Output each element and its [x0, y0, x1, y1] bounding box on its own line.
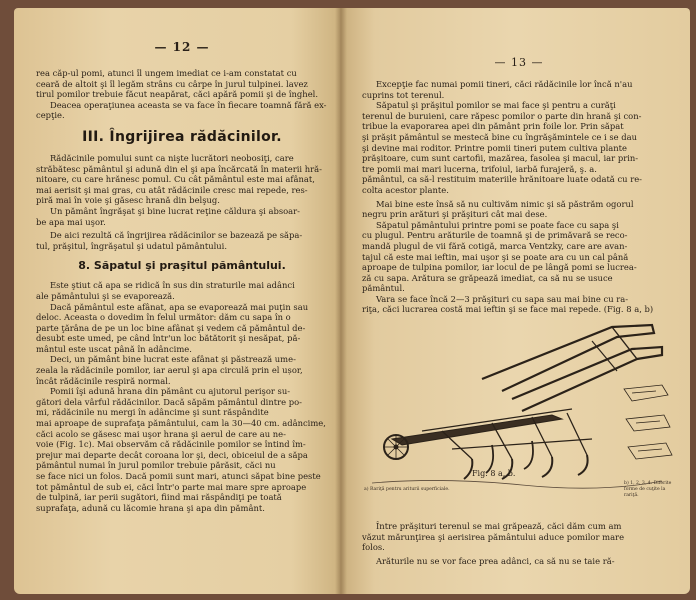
text-line: tribue la evaporarea apei din pământ prin foile lor. Prin săpat — [362, 121, 624, 132]
book-spread — [14, 8, 690, 594]
text-line: ză cu sapa. Arătura se grăpează imediat, ca să nu se usuce — [362, 272, 613, 283]
text-line: desubt este umed, pe când într'un loc bătătorit şi nesăpat, pă- — [36, 333, 301, 344]
text-line: aproape de tulpina pomilor, iar locul de pe lângă pomi se lucrea- — [362, 262, 637, 273]
text-line: se face nici un folos. Dacă pomii sunt mari, atunci săpat bine peste — [36, 471, 321, 481]
text-line: tot pământul de sub ei, căci într'o parte mai mare spre aproape — [36, 481, 307, 492]
text-line: cu plugul. Pentru arăturile de toamnă şi de primăvară se reco- — [362, 230, 628, 241]
text-line: prejur mai departe decât coroana lor şi, deci, obiceiul de a săpa — [36, 449, 308, 460]
text-line: Un pământ îngrăşat şi bine lucrat reţine căldura şi absoar- — [50, 205, 301, 216]
text-line: Mai bine este însă să nu cultivăm nimic şi să păstrăm ogorul — [376, 198, 634, 209]
page-number-left: — 12 — — [154, 40, 210, 54]
text-line: terenul de buruieni, care răpesc pomilor o parte din hrană şi con- — [362, 110, 642, 121]
text-line: Excepţie fac numai pomii tineri, căci rădăcinile lor încă n'au — [376, 79, 633, 89]
text-line: prăşitoare, cum sunt cartofii, mazărea, fasolea şi macul, iar prin- — [362, 153, 639, 164]
text-line: străbătesc pământul şi adună din el şi apa încărcată în materii hră- — [36, 163, 322, 174]
right-text-top — [362, 79, 676, 315]
figure-legend: b) 1, 2, 3, 4. Diferite forme de cuţite la rariţă. — [624, 481, 672, 499]
text-line: negru prin arături şi prăşituri cât mai dese. — [362, 209, 548, 220]
text-line: văzut mărunţirea şi aerisirea pământului aduce pomilor mare — [362, 531, 625, 542]
text-line: mântul este uscat până în adâncime. — [36, 343, 192, 354]
text-line: Săpatul pământului printre pomi se poate face cu sapa şi — [376, 219, 619, 230]
text-line: be apa mai uşor. — [36, 216, 106, 227]
text-line: şi devine mai roditor. Printre pomii tineri putem cultiva plante — [362, 142, 627, 153]
text-line: mai aproape de suprafaţa pământului, cam la 30—40 cm. adâncime, — [36, 418, 326, 429]
text-line: tre pomii mai mari lucerna, trifoiul, iarbă furajeră, ş. a. — [362, 163, 597, 174]
text-line: cuprins tot terenul. — [362, 89, 445, 100]
section-title: 8. Săpatul şi praşitul pământului. — [78, 259, 286, 273]
text-line: încât rădăcinile respiră normal. — [36, 375, 171, 386]
text-line: pământul, ca să-l restituim materiile hrănitoare luate odată cu re- — [362, 174, 642, 185]
text-line: suprafaţa, adună cu lăcomie hrana şi apa din pământ. — [36, 502, 265, 513]
text-line: mandă plugul de vii fără cotigă, marca Ventzky, care are avan- — [362, 240, 628, 251]
text-line: Vara se face încă 2—3 prăşituri cu sapa sau mai bine cu ra- — [376, 293, 629, 304]
text-line: căci acolo se găsesc mai uşor hrana şi aerul de care au ne- — [36, 428, 286, 439]
text-line: colta acestor plante. — [362, 184, 449, 195]
text-line: rea căp-ul pomi, atunci îl ungem imediat ce i-am constatat cu — [36, 68, 297, 78]
text-line: Săpatul şi prăşitul pomilor se mai face şi pentru a curăţi — [376, 100, 616, 111]
text-line: folos. — [362, 542, 385, 553]
text-line: gători dela vârful rădăcinilor. Dacă săpăm pământul dintre po- — [36, 396, 302, 407]
text-line: Deci, un pământ bine lucrat este afânat şi păstrează ume- — [50, 354, 296, 365]
text-line: cepţie. — [36, 110, 65, 121]
text-line: deloc. Aceasta o dovedim în felul următor: dăm cu sapa în o — [36, 312, 291, 323]
text-line: riţa, căci lucrarea costă mai ieftin şi se face mai repede. (Fig. 8 a, b) — [362, 304, 654, 315]
text-line: mai aerisit şi mai gras, cu atât rădăcinile cresc mai repede, res- — [36, 184, 308, 195]
text-line: Pomii îşi adună hrana din pământ cu ajutorul perişor su- — [50, 386, 291, 397]
text-line: piră mai în voie şi găsesc hrană din belşug. — [36, 195, 220, 206]
text-line: pământul numai în jurul pomilor trebuie părăsit, căci nu — [36, 460, 276, 471]
text-line: ale pământului şi se evaporează. — [36, 290, 175, 301]
text-line: nitoare, cu care hrănesc pomul. Cu cât pământul este mai afânat, — [36, 174, 315, 185]
text-line: Este ştiut că apa se ridică în sus din straturile mai adânci — [50, 280, 295, 291]
text-line: ceară de altoit şi îl legăm strâns cu cârpe în jurul tulpinei. lavez — [36, 78, 308, 89]
text-line: mi, rădăcinile nu mergi în adâncime şi sunt răspândite — [36, 407, 269, 418]
page-number-right: — 13 — — [494, 56, 544, 69]
figure-note: a) Rariţă pentru ariturii superficiale. — [364, 487, 450, 493]
left-page — [14, 8, 340, 594]
chapter-title: III. Îngrijirea rădăcinilor. — [82, 128, 282, 145]
section-text — [36, 280, 328, 513]
text-line: tajul că este mai ieftin, mai uşor şi se poate ara cu un cal până — [362, 251, 629, 262]
text-line: Dacă pământul este afânat, apa se evaporează mai puţin sau — [50, 301, 309, 312]
text-line: Între prăşituri terenul se mai grăpează, căci dăm cum am — [376, 521, 622, 532]
text-line: zeala la rădăcinile pomilor, iar aerul şi apa circulă prin el ușor, — [36, 365, 303, 376]
right-text-bottom — [362, 521, 676, 566]
text-line: parte ţărâna de pe un loc bine afânat şi vedem că pământul de- — [36, 322, 306, 333]
text-line: voie (Fig. 1c). Mai observăm că rădăcinile pomilor se întind îm- — [36, 439, 306, 450]
figure-caption: Fig. 8 a, b. — [472, 469, 516, 479]
text-line: Deacea operaţiunea aceasta se va face în fiecare toamnă fără ex- — [50, 99, 327, 110]
text-line: şi prăşit pământul se mestecă bine cu îngrăşămintele ce i se dau — [362, 131, 638, 142]
plough-figure — [362, 319, 676, 515]
text-line: tirul pomilor trebuie făcut neapărat, căci apără pomii şi de înghel. — [36, 89, 318, 100]
text-line: Rădăcinile pomului sunt ca nişte lucrători neobosiţi, care — [50, 152, 294, 163]
chapter-text — [36, 153, 328, 251]
text-line: pământul. — [362, 283, 405, 294]
text-line: Arăturile nu se vor face prea adânci, ca să nu se taie ră- — [376, 555, 615, 566]
intro-paragraph — [36, 68, 328, 121]
text-line: de tulpină, iar perii sugători, fiind mai răspândiţi pe toată — [36, 492, 282, 503]
right-page — [340, 8, 690, 594]
text-line: tul, prăşitul, îngrăşatul şi udatul pământului. — [36, 240, 228, 251]
text-line: De aici rezultă că îngrijirea rădăcinilor se bazează pe săpa- — [50, 230, 303, 241]
